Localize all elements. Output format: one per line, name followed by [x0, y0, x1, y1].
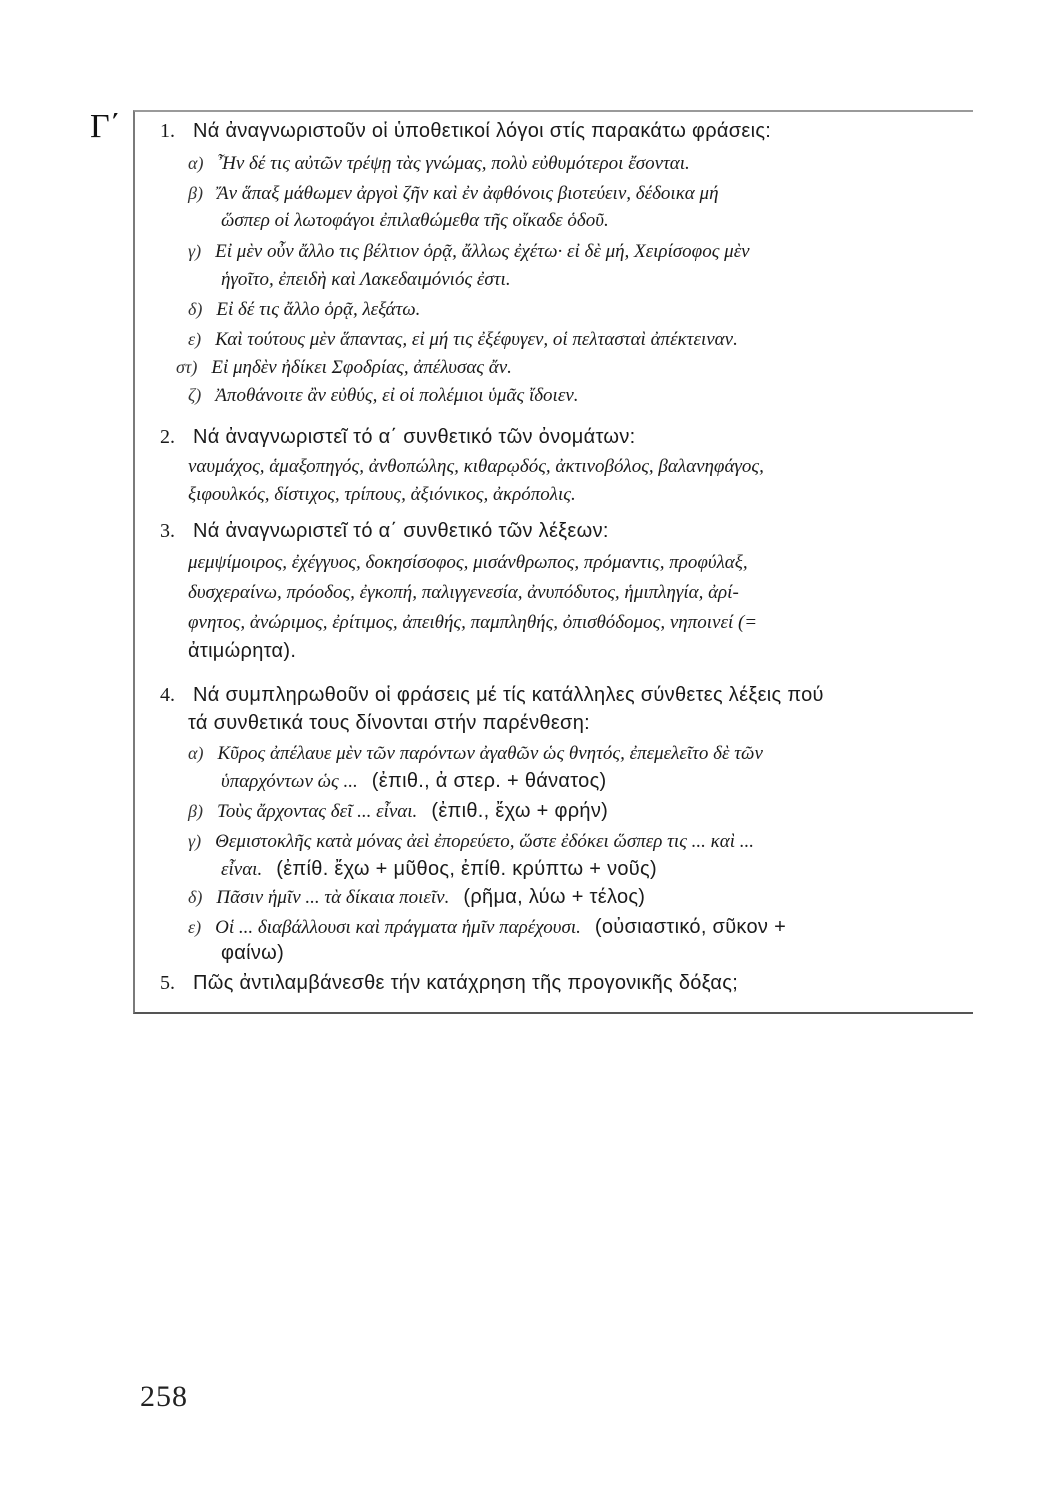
q4-item-e [188, 914, 786, 941]
question-prompt: Νά ἀναγνωριστοῦν οἱ ὑποθετικοί λόγοι στίς παρακάτω φράσεις: [193, 120, 772, 142]
q3-words-line-1: μεμψίμοιρος, ἐχέγγυος, δοκησίσοφος, μισάνθρωπος, πρόμαντις, προφύλαξ, [188, 552, 748, 573]
q1-item-c-cont: ἡγοῖτο, ἐπειδὴ καὶ Λακεδαιμόνιός ἐστι. [221, 269, 511, 290]
question-3 [160, 518, 609, 544]
section-letter: Γ΄ [90, 108, 121, 145]
question-prompt: Νά συμπληρωθοῦν οἱ φράσεις μέ τίς κατάλληλες σύνθετες λέξεις πού [193, 684, 824, 706]
item-text: Ἦν δέ τις αὐτῶν τρέψῃ τὰς γνώμας, πολὺ εὐθυμότεροι ἔσονται. [217, 153, 690, 174]
question-prompt: Πῶς ἀντιλαμβάνεσθε τήν κατάχρηση τῆς προγονικῆς δόξας; [193, 972, 739, 994]
q3-words-line-2: δυσχεραίνω, πρόοδος, ἐγκοπή, παλιγγενεσία, ἀνυπόδυτος, ἡμιπληγία, ἀρί- [188, 582, 739, 603]
item-text: ὑπαρχόντων ὡς ... [221, 771, 358, 792]
item-label: ε) [188, 329, 202, 349]
item-text: Ἄν ἅπαξ μάθωμεν ἀργοὶ ζῆν καὶ ἐν ἀφθόνοις βιοτεύειν, δέδοικα μή [217, 183, 719, 204]
item-label: γ) [188, 241, 202, 261]
q4-item-c-cont [221, 856, 657, 883]
item-label: δ) [188, 887, 203, 907]
q4-item-a-cont [221, 768, 607, 795]
q4-item-e-cont: φαίνω) [221, 942, 285, 964]
question-prompt: Νά ἀναγνωριστεῖ τό α΄ συνθετικό τῶν λέξεων: [193, 520, 609, 542]
item-text: εἶναι. [221, 859, 263, 880]
question-1 [160, 118, 771, 144]
item-hint: (ἐπιθ., ἀ στερ. + θάνατος) [371, 770, 607, 792]
q3-words-line-3: φνητος, ἀνώριμος, ἐρίτιμος, ἀπειθής, παμπληθής, ὀπισθόδομος, νηποινεί (= [188, 612, 758, 633]
q1-item-st [176, 354, 512, 381]
item-text: Εἰ μηδὲν ἠδίκει Σφοδρίας, ἀπέλυσας ἄν. [211, 357, 512, 378]
q1-item-b [188, 180, 719, 207]
item-label: στ) [176, 357, 198, 377]
item-hint: (ρῆμα, λύω + τέλος) [463, 886, 646, 908]
q1-item-c [188, 238, 750, 265]
q1-item-a [188, 150, 690, 177]
item-hint: (ἐπιθ., ἔχω + φρήν) [431, 800, 609, 822]
item-label: β) [188, 801, 203, 821]
q2-words-line-1: ναυμάχος, ἁμαξοπηγός, ἀνθοπώλης, κιθαρῳδός, ἀκτινοβόλος, βαλανηφάγος, [188, 456, 764, 477]
q1-item-d [188, 296, 420, 323]
question-number: 2. [160, 426, 175, 448]
item-hint: (οὐσιαστικό, σῦκον + [594, 916, 787, 938]
q4-item-b [188, 798, 608, 825]
item-label: γ) [188, 831, 202, 851]
item-label: α) [188, 153, 204, 173]
item-label: α) [188, 743, 204, 763]
question-number: 5. [160, 972, 175, 994]
q4-item-d [188, 884, 645, 911]
question-5 [160, 970, 738, 996]
item-text: Οἱ ... διαβάλλουσι καὶ πράγματα ἡμῖν παρέχουσι. [215, 917, 581, 938]
item-text: Ἀποθάνοιτε ἂν εὐθύς, εἰ οἱ πολέμιοι ὑμᾶς ἴδοιεν. [215, 385, 579, 406]
question-4-prompt-cont: τά συνθετικά τους δίνονται στήν παρένθεση: [188, 712, 590, 734]
item-text: Καὶ τούτους μὲν ἅπαντας, εἰ μή τις ἐξέφυγεν, οἱ πελτασταὶ ἀπέκτειναν. [215, 329, 738, 350]
q1-item-e [188, 326, 738, 353]
q2-words-line-2: ξιφουλκός, δίστιχος, τρίπους, ἀξιόνικος, ἀκρόπολις. [188, 484, 576, 505]
item-label: ζ) [188, 385, 202, 405]
q1-item-b-cont: ὥσπερ οἱ λωτοφάγοι ἐπιλαθώμεθα τῆς οἴκαδε ὁδοῦ. [221, 210, 609, 231]
question-4 [160, 682, 824, 708]
item-text: Κῦρος ἀπέλαυε μὲν τῶν παρόντων ἀγαθῶν ὡς θνητός, ἐπεμελεῖτο δὲ τῶν [217, 743, 763, 764]
item-label: δ) [188, 299, 203, 319]
item-text: Τοὺς ἄρχοντας δεῖ ... εἶναι. [217, 801, 418, 822]
question-2 [160, 424, 635, 450]
item-label: ε) [188, 917, 202, 937]
item-hint: (ἐπίθ. ἔχω + μῦθος, ἐπίθ. κρύπτω + νοῦς) [276, 858, 657, 880]
q4-item-a [188, 740, 763, 767]
item-text: Εἰ δέ τις ἄλλο ὁρᾷ, λεξάτω. [216, 299, 421, 320]
q1-item-z [188, 382, 579, 409]
q3-words-line-4: ἀτιμώρητα). [188, 640, 297, 662]
page-number: 258 [140, 1380, 188, 1413]
question-number: 3. [160, 520, 175, 542]
item-text: Θεμιστοκλῆς κατὰ μόνας ἀεὶ ἐπορεύετο, ὥστε ἐδόκει ὥσπερ τις ... καὶ ... [215, 831, 755, 852]
item-text: Πᾶσιν ἡμῖν ... τὰ δίκαια ποιεῖν. [216, 887, 450, 908]
q4-item-c [188, 828, 754, 855]
question-number: 4. [160, 684, 175, 706]
question-prompt: Νά ἀναγνωριστεῖ τό α΄ συνθετικό τῶν ὀνομάτων: [193, 426, 636, 448]
item-text: Εἰ μὲν οὖν ἄλλο τις βέλτιον ὁρᾷ, ἄλλως ἐχέτω· εἰ δὲ μή, Χειρίσοφος μὲν [215, 241, 750, 262]
question-number: 1. [160, 120, 175, 142]
item-label: β) [188, 183, 203, 203]
